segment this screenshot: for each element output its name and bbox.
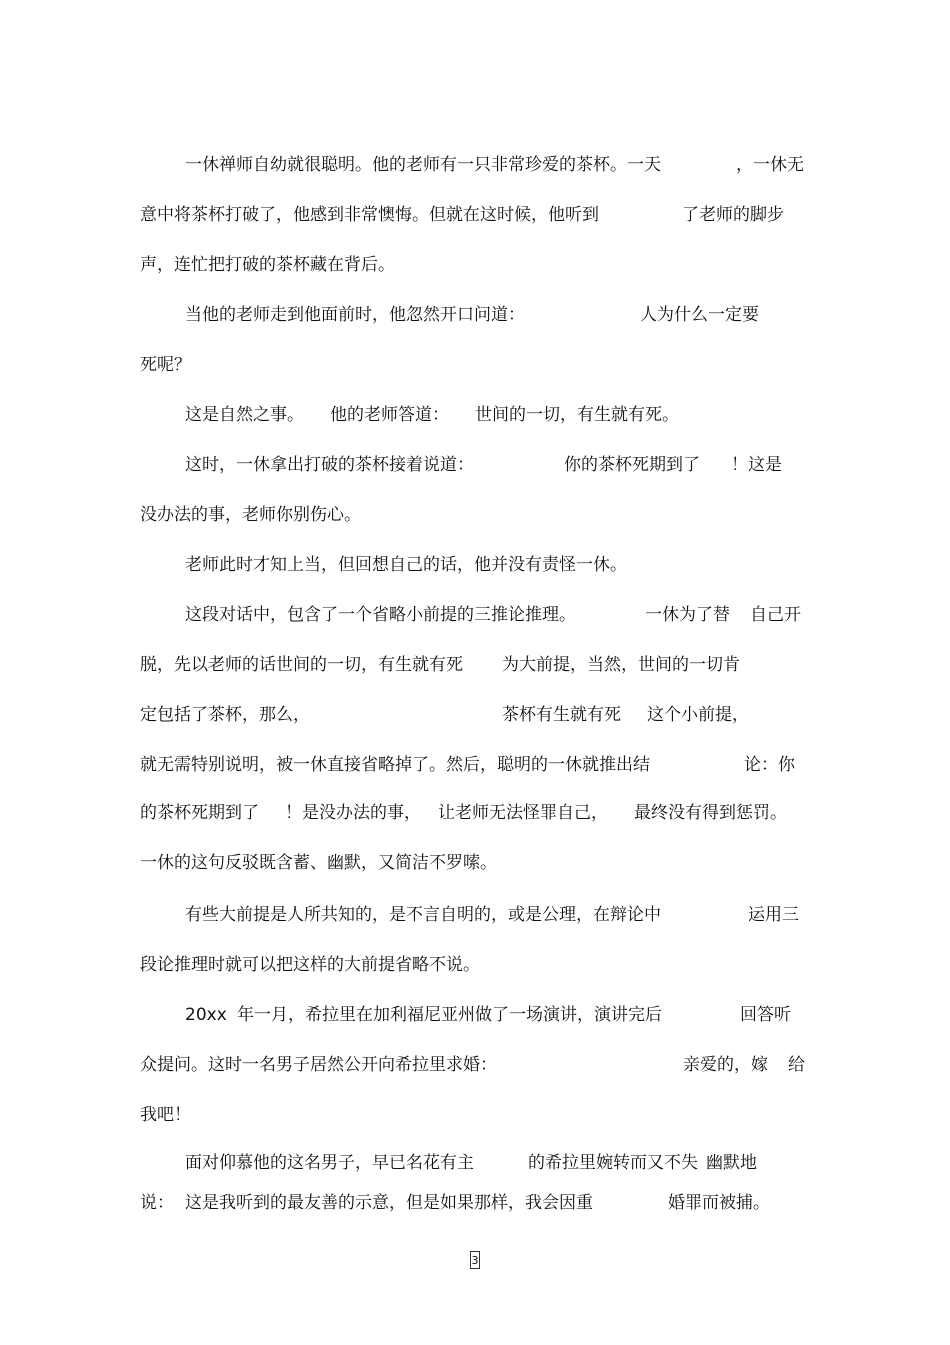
text-segment: 世间的一切，有生就有死 (276, 655, 463, 675)
text-segment: 的希拉里婉转而又不失 (528, 1153, 698, 1173)
text-segment: 定包括了茶杯，那么， (140, 705, 310, 725)
text-segment: 幽默地 (706, 1153, 757, 1173)
text-segment: 这时，一休拿出打破的茶杯接着说道： (185, 455, 474, 475)
text-segment: 世间的一切，有生就有死。 (475, 405, 679, 425)
text-segment: 人为什么一定要 (640, 305, 759, 325)
text-segment: 一休禅师自幼就很聪明。他的老师有一只非常珍爱的茶杯。一天 (185, 155, 661, 175)
text-segment: 脱，先以老师的话 (140, 655, 276, 675)
text-segment: 最终没有得到惩罚。 (634, 803, 787, 823)
text-segment: 意中将茶杯打破了，他感到非常懊悔。但就在这时候，他听到 (140, 205, 599, 225)
text-segment: 自己开 (750, 605, 801, 625)
text-segment: 回答听 (740, 1005, 791, 1025)
text-segment: 老师此时才知上当，但回想自己的话，他并没有责怪一休。 (185, 555, 627, 575)
text-segment: 亲爱的，嫁 (683, 1055, 768, 1075)
text-segment: ，一休无 (736, 155, 804, 175)
text-segment: 这是自然之事。 (185, 405, 304, 425)
text-segment: 面对仰慕他的这名男子，早已名花有主 (185, 1153, 474, 1173)
text-segment: 众提问。这时一名男子居然公开向希拉里求婚： (140, 1055, 497, 1075)
text-segment: 一休为了替 (645, 605, 730, 625)
text-segment: 了老师的脚步 (682, 205, 784, 225)
text-segment: 的茶杯死期到了 (140, 803, 259, 823)
text-segment: 一休的这句反驳既含蓄、幽默，又简洁不罗嗦。 (140, 853, 497, 873)
text-segment: 就无需特别说明，被一休直接省略掉了。然后，聪明的一休就推出结 (140, 755, 650, 775)
text-segment: 段论推理时就可以把这样的大前提省略不说。 (140, 955, 480, 975)
text-segment: 婚罪而被捕。 (668, 1193, 770, 1213)
text-segment: 他的老师答道： (330, 405, 449, 425)
text-segment: ！是没办法的事， (285, 803, 421, 823)
text-segment: 为大前提，当然，世间的一切肯 (502, 655, 740, 675)
text-segment: 给 (788, 1055, 805, 1075)
text-segment: 这是我听到的最友善的示意，但是如果那样，我会因重 (185, 1193, 593, 1213)
text-segment: 我吧！ (140, 1105, 191, 1125)
text-segment: 年一月，希拉里在加利福尼亚州做了一场演讲，演讲完后 (237, 1005, 662, 1025)
text-segment: 论：你 (744, 755, 795, 775)
text-segment: 当他的老师走到他面前时，他忽然开口问道： (185, 305, 525, 325)
text-segment: 茶杯有生就有死 (502, 705, 621, 725)
text-segment: 死呢？ (140, 355, 191, 375)
text-segment: 这个小前提， (647, 705, 749, 725)
text-segment: 没办法的事，老师你别伤心。 (140, 505, 361, 525)
text-segment: 说： (140, 1193, 174, 1213)
text-segment: 运用三 (748, 905, 799, 925)
text-segment: 声，连忙把打破的茶杯藏在背后。 (140, 255, 395, 275)
text-segment: 让老师无法怪罪自己， (438, 803, 608, 823)
text-segment: 有些大前提是人所共知的，是不言自明的，或是公理，在辩论中 (185, 905, 661, 925)
page-number: 3 (470, 1251, 480, 1269)
text-segment: 20xx (185, 1005, 227, 1025)
text-segment: ！这是 (731, 455, 782, 475)
text-segment: 你的茶杯死期到了 (564, 455, 700, 475)
text-segment: 这段对话中，包含了一个省略小前提的三推论推理。 (185, 605, 576, 625)
